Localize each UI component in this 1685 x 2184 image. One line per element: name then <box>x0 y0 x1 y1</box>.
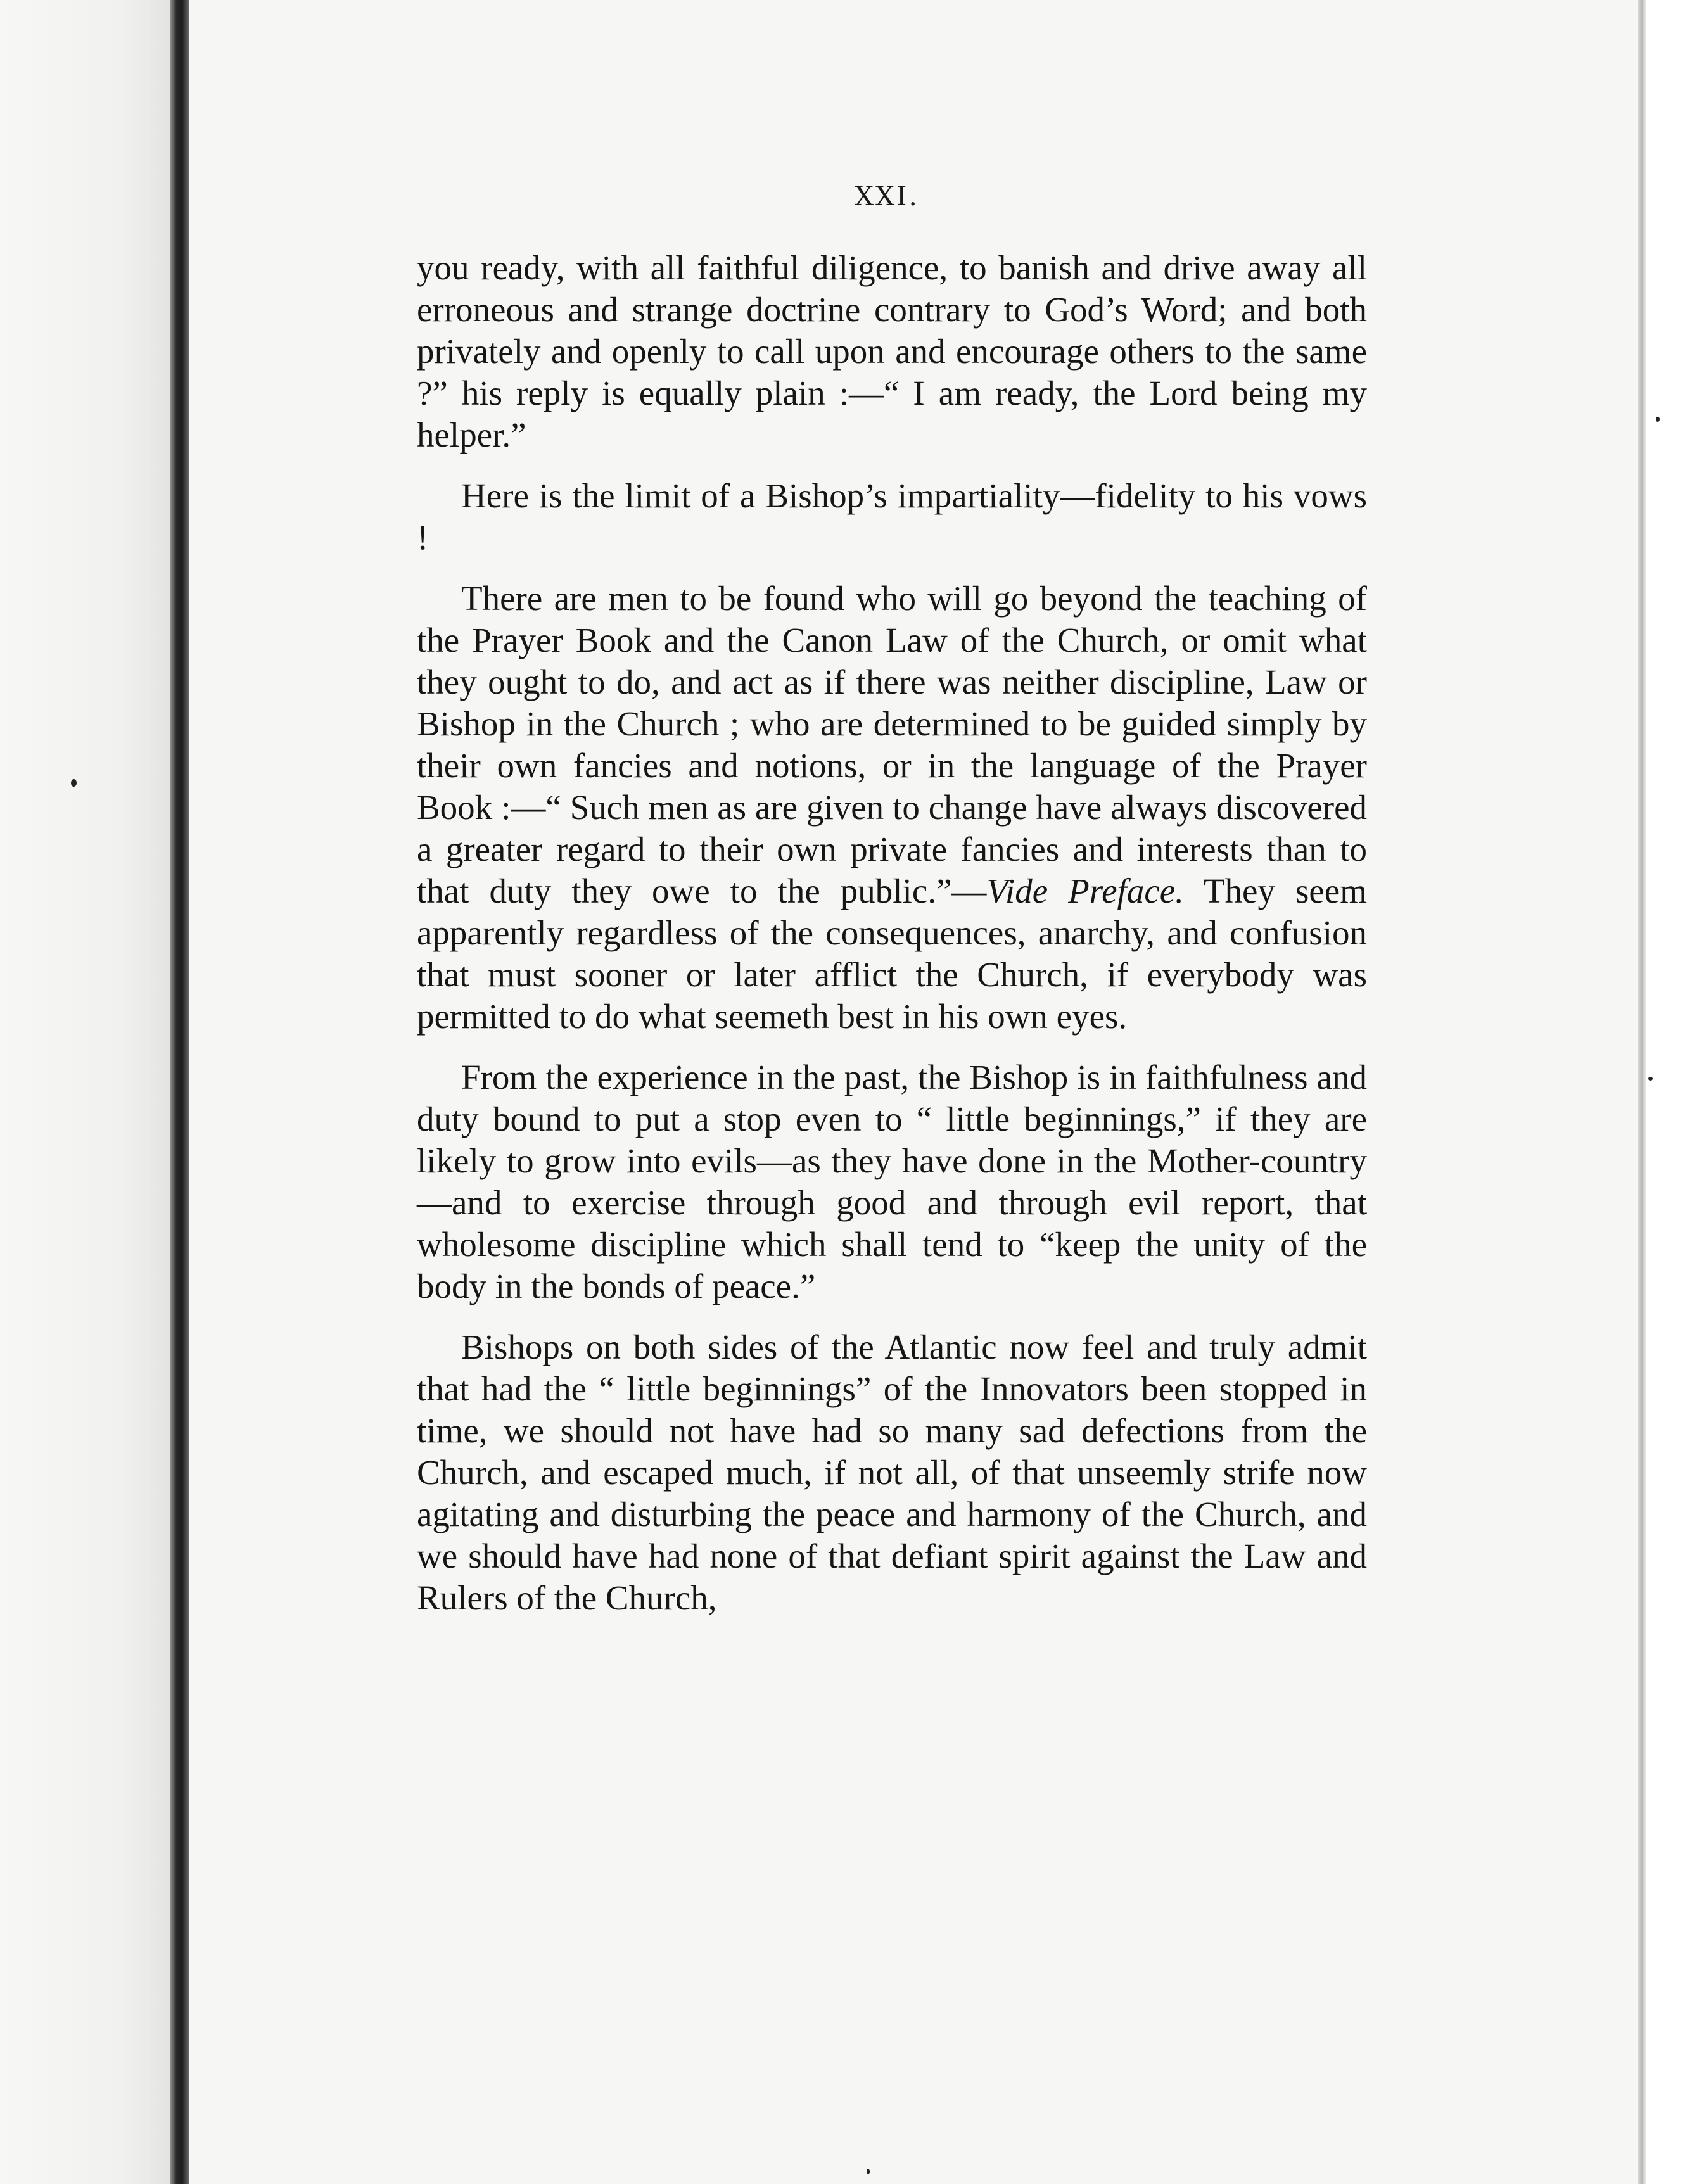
scan-margin <box>1646 0 1685 2184</box>
paragraph: Here is the limit of a Bishop’s impartiality—fidelity to his vows ! <box>417 476 1367 557</box>
paragraph: From the experience in the past, the Bishop is in faithfulness and duty bound to put a stop even to “ little beginnings,” if they are likely to grow into evils—as they have done in the Mother-country—and to exercise through good and through evil report, that wholesome discipline which shall tend to “keep the unity of the body in the bonds of peace.” <box>417 1058 1367 1305</box>
book-binding <box>170 0 189 2184</box>
paragraph <box>417 578 1367 1038</box>
italic-reference: Vide Preface. <box>986 872 1184 910</box>
body-text <box>417 247 1367 1638</box>
paragraph-text: They seem apparently regardless of the consequences, anarchy, and confusion that must sooner or later afflict the Church, if everybody was permitted to do what seemeth best in his own eyes. <box>417 872 1368 1036</box>
left-page <box>0 0 170 2184</box>
paragraph: you ready, with all faithful diligence, to banish and drive away all erroneous and strange doctrine contrary to God’s Word; and both privately and openly to call upon and encourage others to the same ?” his reply is equally plain :—“ I am ready, the Lord being my helper.” <box>417 248 1367 454</box>
page-number: XXI. <box>855 181 919 212</box>
page-edge <box>1638 0 1646 2184</box>
scan-speck <box>71 779 77 787</box>
scan-speck <box>867 2169 870 2174</box>
paragraph: Bishops on both sides of the Atlantic now feel and truly admit that had the “ little beginnings” of the Innovators been stopped in time, we should not have had so many sad defections from the Church, and escaped much, if not all, of that unseemly strife now agitating and disturbing the peace and harmony of the Church, and we should have had none of that defiant spirit against the Law and Rulers of the Church, <box>417 1328 1367 1617</box>
scan-speck <box>1648 1077 1653 1081</box>
paragraph-text: There are men to be found who will go beyond the teaching of the Prayer Book and the Canon Law of the Church, or omit what they ought to do, and act as if there was neither discipline, Law or Bishop in the Church ; who are determined to be guided simply by their own fancies and notions, or in the language of the Prayer Book :—“ Such men as are given to change have always discovered a greater regard to their own private fancies and interests than to that duty they owe to the public.”— <box>417 579 1367 910</box>
scan-speck <box>1656 417 1660 422</box>
